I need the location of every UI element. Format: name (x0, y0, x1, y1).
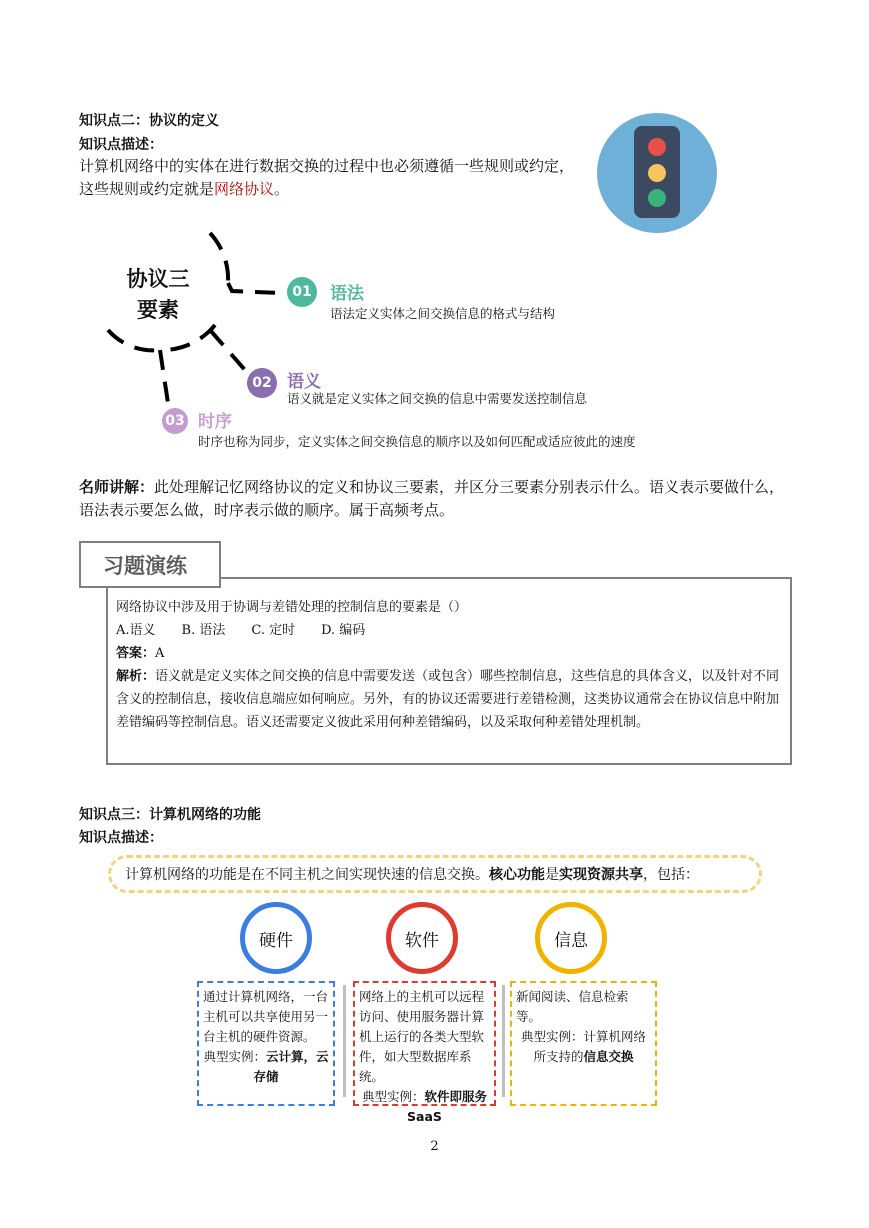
traffic-light-green (648, 189, 666, 207)
banner-text: 计算机网络的功能是在不同主机之间实现快速的信息交换。 (125, 867, 489, 883)
three-elements-title-line2: 要素 (137, 298, 179, 322)
kp2-desc-end: 。 (274, 180, 290, 198)
exercise-tab-label: 习题演练 (103, 554, 187, 578)
answer-value: A (155, 646, 165, 661)
hardware-example-value: 云计算，云存储 (253, 1049, 329, 1084)
three-elements-title-line1: 协议三 (126, 267, 190, 291)
software-circle: 软件 (386, 902, 458, 974)
traffic-light-red (648, 138, 666, 156)
exercise-analysis (116, 665, 782, 734)
information-text: 新闻阅读、信息检索等。 (516, 989, 629, 1024)
information-circle: 信息 (535, 902, 607, 974)
element-desc-semantics: 语义就是定义实体之间交换的信息中需要发送控制信息 (287, 391, 588, 406)
exercise-options: A.语义 B. 语法 C. 定时 D. 编码 (116, 623, 366, 638)
information-example-value: 信息交换 (583, 1049, 634, 1064)
teacher-label: 名师讲解： (79, 478, 155, 496)
exercise-content (116, 596, 782, 734)
separator-2 (502, 985, 505, 1097)
separator-1 (343, 985, 346, 1097)
element-number-01: 01 (287, 277, 317, 307)
hardware-example-label: 典型实例： (203, 1049, 266, 1064)
kp2-desc-label: 知识点描述： (79, 137, 163, 153)
element-desc-syntax: 语法定义实体之间交换信息的格式与结构 (330, 306, 556, 321)
software-box (353, 981, 496, 1124)
banner-mid: 是 (545, 867, 559, 883)
element-title-semantics: 语义 (287, 372, 321, 392)
kp2-heading: 知识点二：协议的定义 (79, 113, 219, 129)
kp2-description (79, 155, 579, 201)
banner-core-function: 核心功能 (489, 867, 545, 883)
analysis-label: 解析： (116, 669, 156, 684)
analysis-text: 语义就是定义实体之间交换的信息中需要发送（或包含）哪些控制信息，这些信息的具体含义，以及针对不同含义的控制信息，接收信息端应如何响应。另外，有的协议还需要进行差错检测，这类协议通常会在协议信息中附加差错编码等控制信息。语义还需要定义彼此采用何种差错编码，以及采取何种差错处理机制。 (116, 669, 780, 730)
three-elements-title (122, 264, 194, 326)
answer-label: 答案： (116, 646, 156, 661)
exercise-answer (116, 642, 782, 665)
teacher-explanation (79, 476, 797, 522)
banner-resource-sharing: 实现资源共享 (559, 867, 643, 883)
software-example (359, 1087, 490, 1127)
network-protocol-highlight: 网络协议 (214, 180, 275, 198)
kp3-heading: 知识点三：计算机网络的功能 (79, 807, 261, 823)
core-function-banner (108, 855, 762, 893)
hardware-box (197, 981, 335, 1106)
traffic-light-body (634, 126, 680, 218)
element-title-syntax: 语法 (330, 284, 364, 304)
kp3-desc-label: 知识点描述： (79, 830, 163, 846)
information-box (510, 981, 657, 1106)
hardware-circle: 硬件 (240, 902, 312, 974)
banner-end: ，包括： (643, 867, 699, 883)
teacher-text: 此处理解记忆网络协议的定义和协议三要素，并区分三要素分别表示什么。语义表示要做什么，语法表示要怎么做，时序表示做的顺序。属于高频考点。 (79, 478, 785, 519)
software-example-value: 软件即服务SaaS (407, 1089, 488, 1124)
elements-dashed-arcs (100, 225, 300, 430)
hardware-text: 通过计算机网络，一台主机可以共享使用另一台主机的硬件资源。 (203, 989, 329, 1044)
element-number-02: 02 (247, 368, 277, 398)
kp2-desc-text: 计算机网络中的实体在进行数据交换的过程中也必须遵循一些规则或约定，这些规则或约定就是 (79, 157, 575, 198)
traffic-light-yellow (648, 164, 666, 182)
element-title-timing: 时序 (198, 412, 232, 432)
page-number: 2 (430, 1139, 439, 1154)
software-text: 网络上的主机可以远程访问、使用服务器计算机上运行的各类大型软件，如大型数据库系统。 (359, 989, 485, 1084)
information-example-label: 典型实例：计算机网络所支持的 (520, 1029, 646, 1064)
element-number-03: 03 (162, 408, 188, 434)
element-desc-timing: 时序也称为同步，定义实体之间交换信息的顺序以及如何匹配或适应彼此的速度 (198, 434, 636, 449)
exercise-tab (79, 541, 221, 588)
exercise-question: 网络协议中涉及用于协调与差错处理的控制信息的要素是（） (116, 600, 468, 615)
information-example (516, 1027, 651, 1067)
software-example-label: 典型实例： (361, 1089, 425, 1104)
hardware-example (203, 1047, 329, 1087)
